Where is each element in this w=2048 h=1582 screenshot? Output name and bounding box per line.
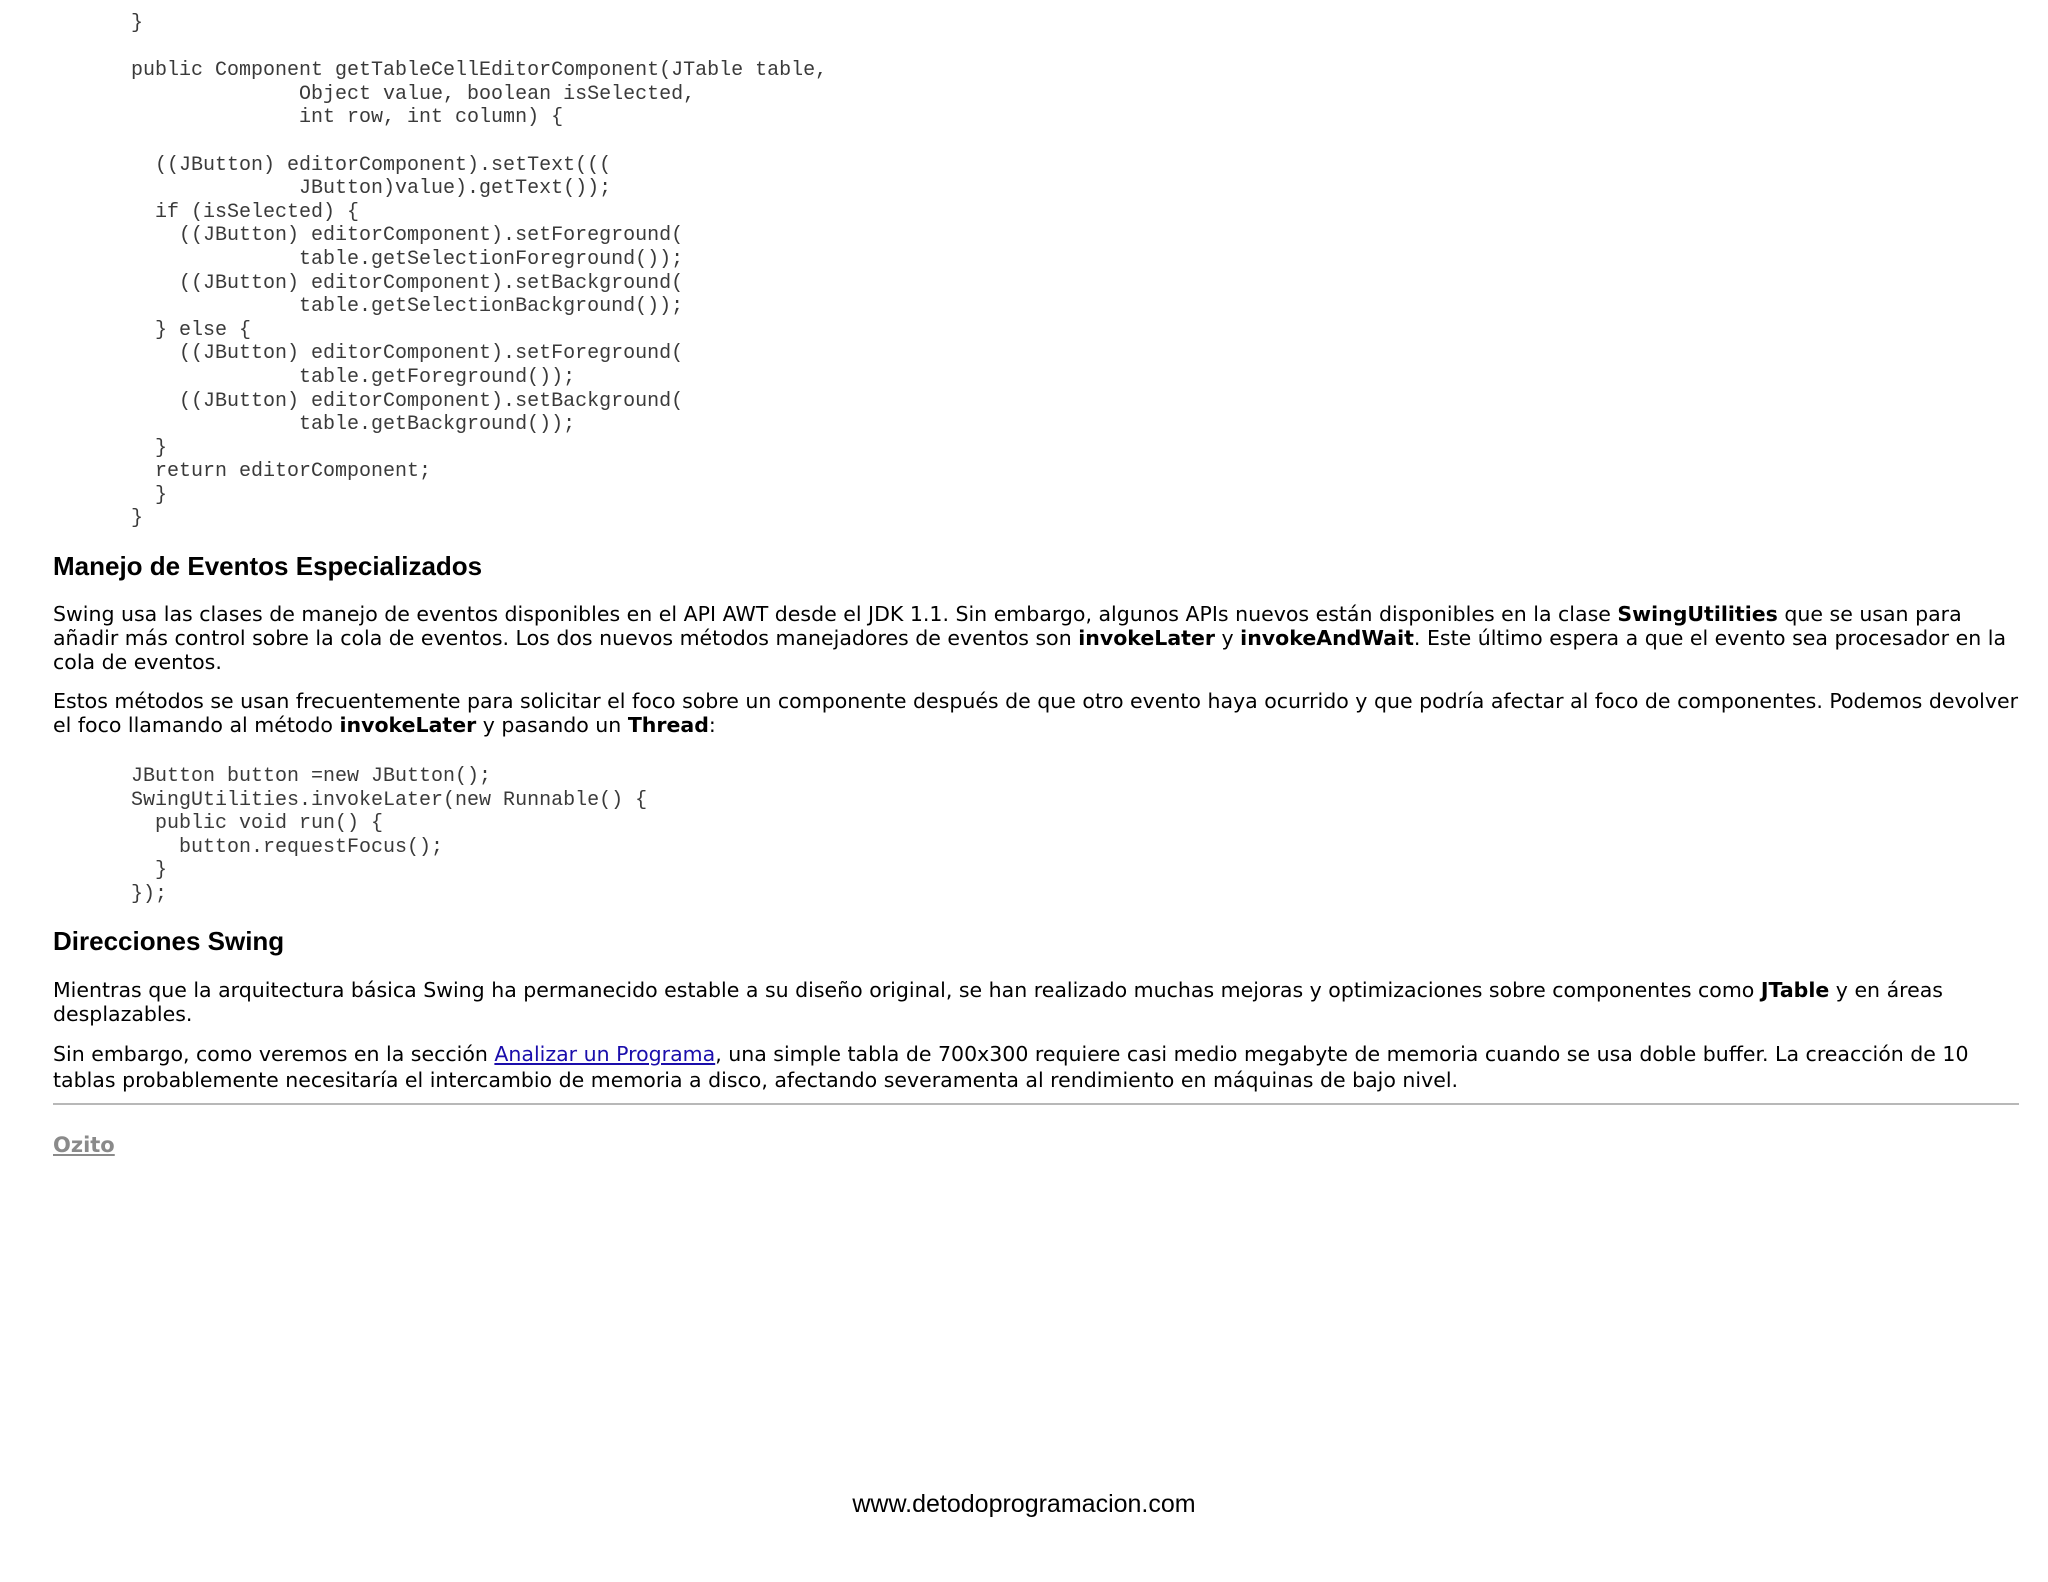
heading-manejo-eventos: Manejo de Eventos Especializados [53,551,483,581]
code-block-table-cell-editor: } public Component getTableCellEditorComponent(JTable table, Object value, boolean isSelected, int row, int column) { ((JButton) editorComponent).setText((( JButton)value).getText()); if (isSelected) { ((JButton) editorComponent).setForeground( table.getSelectionForeground()); ((JButton) editorComponent).setBackground( table.getSelectionBackground()); } else { ((JButton) editorComponent).setForeground( table.getForeground()); ((JButton) editorComponent).setBackground( table.getBackground()); } return editorComponent; } } [131,12,828,531]
author-link-ozito[interactable]: Ozito [53,1133,115,1157]
code-block-invokelater: JButton button =new JButton(); SwingUtilities.invokeLater(new Runnable() { public void run() { button.requestFocus(); } }); [131,765,648,906]
term-thread: Thread [627,713,709,737]
paragraph-memoria-tablas: Sin embargo, como veremos en la sección Analizar un Programa, una simple tabla de 700x300 requiere casi medio megabyte de memoria cuando se usa doble buffer. La creacción de 10 tablas probablemente necesitaría el intercambio de memoria a disco, afectando severamenta al rendimiento en máquinas de bajo nivel. [53,1042,1969,1092]
term-swingutilities: SwingUtilities [1617,602,1778,626]
paragraph-arquitectura-swing: Mientras que la arquitectura básica Swing ha permanecido estable a su diseño original, se han realizado muchas mejoras y optimizaciones sobre componentes como JTable y en áreas desplazables. [53,978,1943,1026]
term-invokelater-2: invokeLater [339,713,477,737]
horizontal-divider [53,1103,2019,1105]
paragraph-swing-eventos: Swing usa las clases de manejo de eventos disponibles en el API AWT desde el JDK 1.1. Sin embargo, algunos APIs nuevos están disponibles en la clase SwingUtilities que se usan para añadir más control sobre la cola de eventos. Los dos nuevos métodos manejadores de eventos son invokeLater y invokeAndWait. Este último espera a que el evento sea procesador en la cola de eventos. [53,602,2007,674]
term-jtable: JTable [1760,978,1830,1002]
footer-website: www.detodoprogramacion.com [852,1490,1196,1518]
heading-direcciones-swing: Direcciones Swing [53,926,285,956]
analizar-programa-link[interactable]: Analizar un Programa [494,1042,716,1066]
paragraph-foco-componentes: Estos métodos se usan frecuentemente para solicitar el foco sobre un componente después de que otro evento haya ocurrido y que podría afectar al foco de componentes. Podemos devolver el foco llamando al método invokeLater y pasando un Thread: [53,689,2019,737]
term-invokeandwait: invokeAndWait [1240,626,1414,650]
term-invokelater: invokeLater [1078,626,1215,650]
